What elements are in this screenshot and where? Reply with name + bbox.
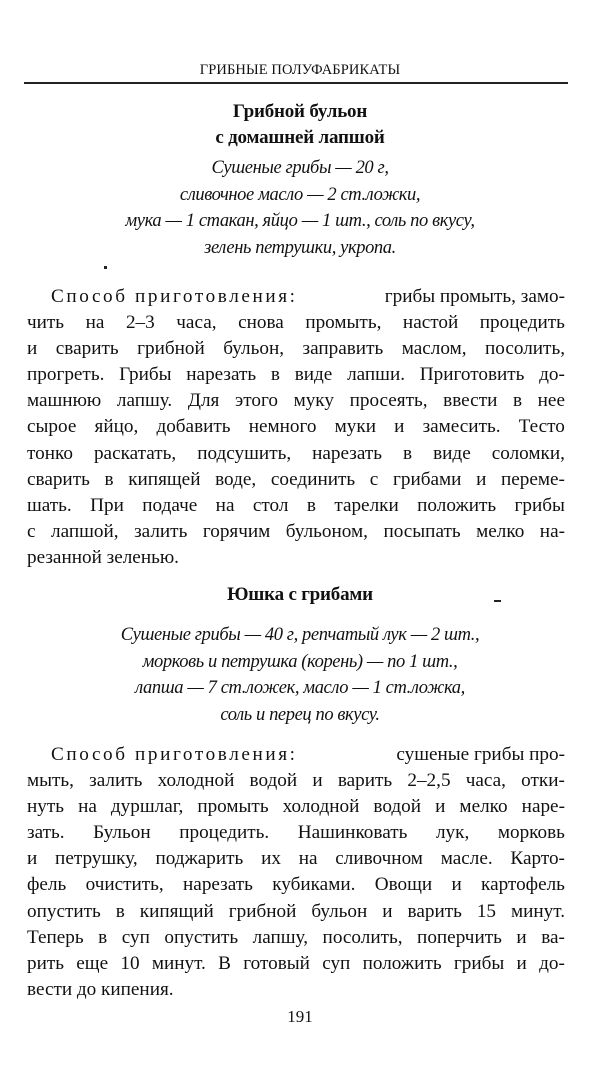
method-line: [27, 284, 565, 310]
ingredients-line: Сушеные грибы — 20 г,: [211, 158, 389, 178]
method-line: прогреть. Грибы нарезать в виде лапши. Приготовить до-: [27, 364, 565, 386]
ingredients-list: [0, 155, 600, 261]
method-line: резанной зеленью.: [27, 546, 179, 568]
method-label: Способ приготовления:: [51, 744, 298, 765]
method-line: Теперь в суп опустить лапшу, посолить, поперчить и ва-: [27, 926, 565, 948]
method-paragraph: [27, 742, 565, 1003]
ingredients-line: Сушеные грибы — 40 г, репчатый лук — 2 шт.,: [120, 625, 480, 645]
method-text: сушеные грибы про-: [396, 744, 565, 765]
ingredients-list: [0, 622, 600, 728]
recipe-title-line: Юшка с грибами: [227, 584, 373, 605]
method-line: нуть на дуршлаг, промыть холодной водой и мелко наре-: [27, 796, 565, 818]
ingredients-line: мука — 1 стакан, яйцо — 1 шт., соль по вкусу,: [125, 211, 475, 231]
method-line: чить на 2–3 часа, снова промыть, настой процедить: [27, 312, 565, 334]
method-line: шать. При подаче на стол в тарелки положить грибы: [27, 494, 565, 516]
method-line: и сварить грибной бульон, заправить маслом, посолить,: [27, 338, 565, 360]
method-line: машнюю лапшу. Для этого муку просеять, ввести в нее: [27, 390, 565, 412]
recipe-title: [0, 99, 600, 151]
method-line: тонко раскатать, подсушить, нарезать в виде соломки,: [27, 442, 565, 464]
stray-dash-mark: [494, 600, 501, 602]
method-line: мыть, залить холодной водой и варить 2–2,5 часа, отки-: [27, 770, 565, 792]
ingredients-line: морковь и петрушка (корень) — по 1 шт.,: [142, 651, 458, 672]
method-line: вести до кипения.: [27, 978, 174, 1000]
ingredients-line: соль и перец по вкусу.: [220, 704, 380, 725]
ingredients-line: сливочное масло — 2 ст.ложки,: [179, 184, 421, 205]
method-label: Способ приготовления:: [51, 286, 298, 307]
method-paragraph: [27, 284, 565, 571]
method-line: с лапшой, залить горячим бульоном, посыпать мелко на-: [27, 520, 565, 542]
stray-dot-mark: [104, 266, 107, 269]
method-line: зать. Бульон процедить. Нашинковать лук, морковь: [27, 822, 565, 844]
method-line: сырое яйцо, добавить немного муки и замесить. Тесто: [27, 416, 565, 438]
recipe-title-line: с домашней лапшой: [215, 127, 385, 148]
running-head: ГРИБНЫЕ ПОЛУФАБРИКАТЫ: [199, 62, 401, 78]
method-line: и петрушку, поджарить их на сливочном масле. Карто-: [27, 848, 565, 870]
recipe-title: [0, 582, 600, 608]
method-line: опустить в кипящий грибной бульон и варить 15 минут.: [27, 900, 565, 922]
header-rule: [24, 82, 568, 84]
method-line: фель очистить, нарезать кубиками. Овощи и картофель: [27, 874, 565, 896]
method-line: сварить в кипящей воде, соединить с грибами и переме-: [27, 468, 565, 490]
ingredients-line: зелень петрушки, укропа.: [204, 237, 396, 258]
method-text: грибы промыть, замо-: [384, 286, 565, 307]
recipe-title-line: Грибной бульон: [232, 101, 368, 122]
method-line: рить еще 10 минут. В готовый суп положить грибы и до-: [27, 952, 565, 974]
page-number: 191: [287, 1007, 313, 1026]
method-line: [27, 742, 565, 768]
ingredients-line: лапша — 7 ст.ложек, масло — 1 ст.ложка,: [135, 678, 465, 698]
